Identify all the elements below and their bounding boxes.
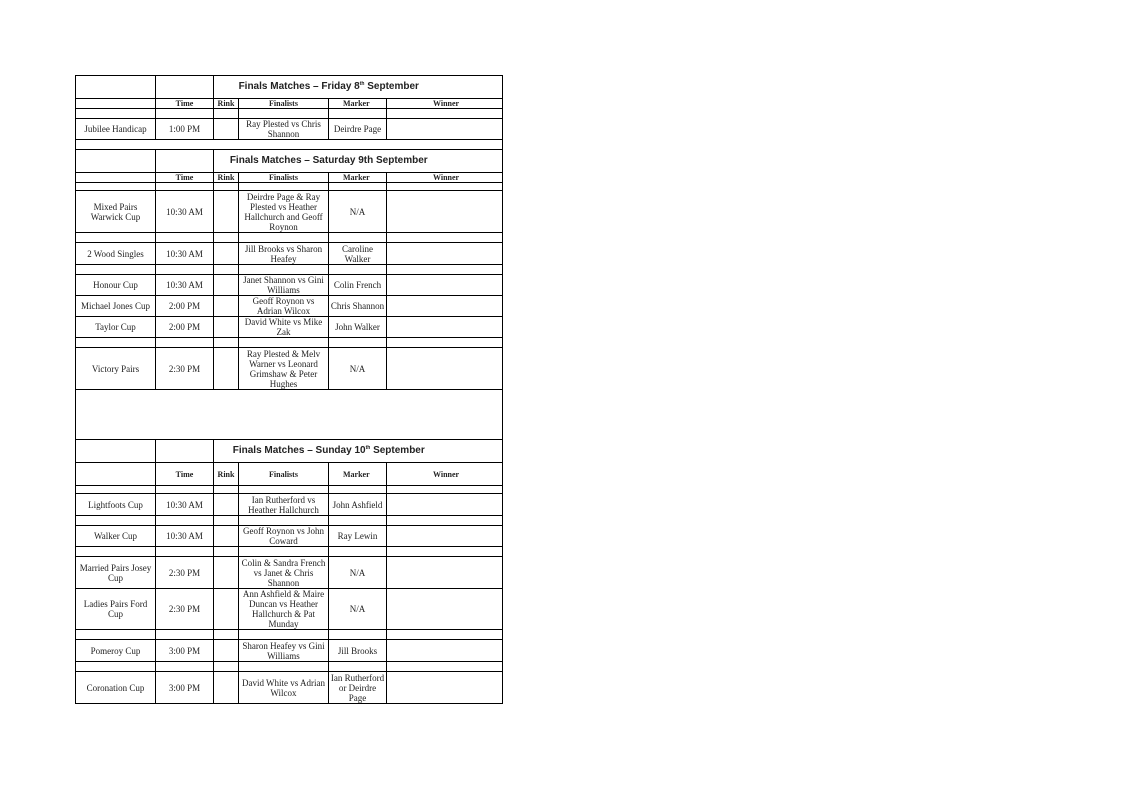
marker-cell: Chris Shannon bbox=[329, 296, 387, 317]
winner-cell bbox=[387, 191, 503, 233]
finalists-cell: Ray Plested vs Chris Shannon bbox=[239, 119, 329, 140]
finalists-cell: Geoff Roynon vs John Coward bbox=[239, 526, 329, 547]
time-header: Time bbox=[156, 463, 214, 486]
finalists-header: Finalists bbox=[239, 173, 329, 183]
winner-cell bbox=[387, 243, 503, 265]
event-name: Victory Pairs bbox=[76, 348, 156, 390]
event-name: Coronation Cup bbox=[76, 672, 156, 704]
match-time: 10:30 AM bbox=[156, 243, 214, 265]
winner-header: Winner bbox=[387, 99, 503, 109]
winner-cell bbox=[387, 672, 503, 704]
winner-cell bbox=[387, 296, 503, 317]
event-name: Taylor Cup bbox=[76, 317, 156, 338]
marker-cell: Deirdre Page bbox=[329, 119, 387, 140]
match-time: 10:30 AM bbox=[156, 526, 214, 547]
winner-cell bbox=[387, 557, 503, 589]
match-time: 3:00 PM bbox=[156, 672, 214, 704]
section-title: Finals Matches – Sunday 10th September bbox=[214, 440, 444, 463]
marker-cell: N/A bbox=[329, 557, 387, 589]
marker-cell: John Ashfield bbox=[329, 494, 387, 516]
finalists-cell: Jill Brooks vs Sharon Heafey bbox=[239, 243, 329, 265]
finalists-cell: David White vs Adrian Wilcox bbox=[239, 672, 329, 704]
match-row bbox=[76, 119, 503, 140]
marker-cell: N/A bbox=[329, 191, 387, 233]
marker-cell: Ray Lewin bbox=[329, 526, 387, 547]
match-time: 1:00 PM bbox=[156, 119, 214, 140]
section-spacer bbox=[76, 390, 503, 440]
marker-cell: Jill Brooks bbox=[329, 640, 387, 662]
finalists-cell: Ray Plested & Melv Warner vs Leonard Grimshaw & Peter Hughes bbox=[239, 348, 329, 390]
section-title-row bbox=[76, 76, 503, 99]
finalists-cell: Deirdre Page & Ray Plested vs Heather Hallchurch and Geoff Roynon bbox=[239, 191, 329, 233]
marker-cell: N/A bbox=[329, 589, 387, 630]
column-header-row bbox=[76, 99, 503, 109]
match-time: 2:00 PM bbox=[156, 296, 214, 317]
rink-cell bbox=[214, 317, 239, 338]
event-name: Pomeroy Cup bbox=[76, 640, 156, 662]
column-header-row bbox=[76, 463, 503, 486]
winner-cell bbox=[387, 589, 503, 630]
match-row bbox=[76, 672, 503, 704]
rink-cell bbox=[214, 526, 239, 547]
marker-cell: John Walker bbox=[329, 317, 387, 338]
match-time: 10:30 AM bbox=[156, 191, 214, 233]
winner-cell bbox=[387, 275, 503, 296]
winner-cell bbox=[387, 526, 503, 547]
marker-header: Marker bbox=[329, 463, 387, 486]
section-title-row bbox=[76, 150, 503, 173]
marker-cell: N/A bbox=[329, 348, 387, 390]
rink-cell bbox=[214, 296, 239, 317]
rink-cell bbox=[214, 672, 239, 704]
match-time: 10:30 AM bbox=[156, 494, 214, 516]
finalists-cell: David White vs Mike Zak bbox=[239, 317, 329, 338]
winner-header: Winner bbox=[387, 173, 503, 183]
rink-cell bbox=[214, 494, 239, 516]
rink-cell bbox=[214, 640, 239, 662]
finalists-cell: Janet Shannon vs Gini Williams bbox=[239, 275, 329, 296]
match-time: 2:30 PM bbox=[156, 589, 214, 630]
match-row bbox=[76, 589, 503, 630]
event-name: Michael Jones Cup bbox=[76, 296, 156, 317]
event-name: Honour Cup bbox=[76, 275, 156, 296]
match-row bbox=[76, 296, 503, 317]
match-row bbox=[76, 191, 503, 233]
match-row bbox=[76, 243, 503, 265]
match-time: 2:30 PM bbox=[156, 348, 214, 390]
rink-header: Rink bbox=[214, 463, 239, 486]
winner-cell bbox=[387, 640, 503, 662]
rink-cell bbox=[214, 243, 239, 265]
winner-cell bbox=[387, 119, 503, 140]
match-time: 3:00 PM bbox=[156, 640, 214, 662]
event-name: Lightfoots Cup bbox=[76, 494, 156, 516]
section-title: Finals Matches – Saturday 9th September bbox=[214, 150, 444, 173]
event-name: Mixed Pairs Warwick Cup bbox=[76, 191, 156, 233]
marker-header: Marker bbox=[329, 99, 387, 109]
event-name: Ladies Pairs Ford Cup bbox=[76, 589, 156, 630]
rink-cell bbox=[214, 557, 239, 589]
finalists-cell: Geoff Roynon vs Adrian Wilcox bbox=[239, 296, 329, 317]
marker-cell: Ian Rutherford or Deirdre Page bbox=[329, 672, 387, 704]
match-row bbox=[76, 275, 503, 296]
finalists-cell: Ian Rutherford vs Heather Hallchurch bbox=[239, 494, 329, 516]
column-header-row bbox=[76, 173, 503, 183]
match-row bbox=[76, 317, 503, 338]
event-name: Married Pairs Josey Cup bbox=[76, 557, 156, 589]
rink-cell bbox=[214, 275, 239, 296]
marker-cell: Colin French bbox=[329, 275, 387, 296]
match-row bbox=[76, 494, 503, 516]
match-row bbox=[76, 348, 503, 390]
match-time: 2:30 PM bbox=[156, 557, 214, 589]
finals-schedule-table bbox=[75, 75, 503, 704]
match-row bbox=[76, 557, 503, 589]
winner-cell bbox=[387, 348, 503, 390]
finalists-cell: Ann Ashfield & Maire Duncan vs Heather Hallchurch & Pat Munday bbox=[239, 589, 329, 630]
section-title: Finals Matches – Friday 8th September bbox=[214, 76, 444, 99]
winner-header: Winner bbox=[387, 463, 503, 486]
rink-header: Rink bbox=[214, 99, 239, 109]
match-time: 2:00 PM bbox=[156, 317, 214, 338]
rink-header: Rink bbox=[214, 173, 239, 183]
event-name: Walker Cup bbox=[76, 526, 156, 547]
section-title-row bbox=[76, 440, 503, 463]
finalists-cell: Colin & Sandra French vs Janet & Chris Shannon bbox=[239, 557, 329, 589]
marker-header: Marker bbox=[329, 173, 387, 183]
rink-cell bbox=[214, 119, 239, 140]
time-header: Time bbox=[156, 99, 214, 109]
winner-cell bbox=[387, 317, 503, 338]
event-name: Jubilee Handicap bbox=[76, 119, 156, 140]
rink-cell bbox=[214, 348, 239, 390]
time-header: Time bbox=[156, 173, 214, 183]
match-time: 10:30 AM bbox=[156, 275, 214, 296]
winner-cell bbox=[387, 494, 503, 516]
match-row bbox=[76, 640, 503, 662]
rink-cell bbox=[214, 191, 239, 233]
finalists-header: Finalists bbox=[239, 99, 329, 109]
finalists-header: Finalists bbox=[239, 463, 329, 486]
finalists-cell: Sharon Heafey vs Gini Williams bbox=[239, 640, 329, 662]
event-name: 2 Wood Singles bbox=[76, 243, 156, 265]
rink-cell bbox=[214, 589, 239, 630]
marker-cell: Caroline Walker bbox=[329, 243, 387, 265]
match-row bbox=[76, 526, 503, 547]
